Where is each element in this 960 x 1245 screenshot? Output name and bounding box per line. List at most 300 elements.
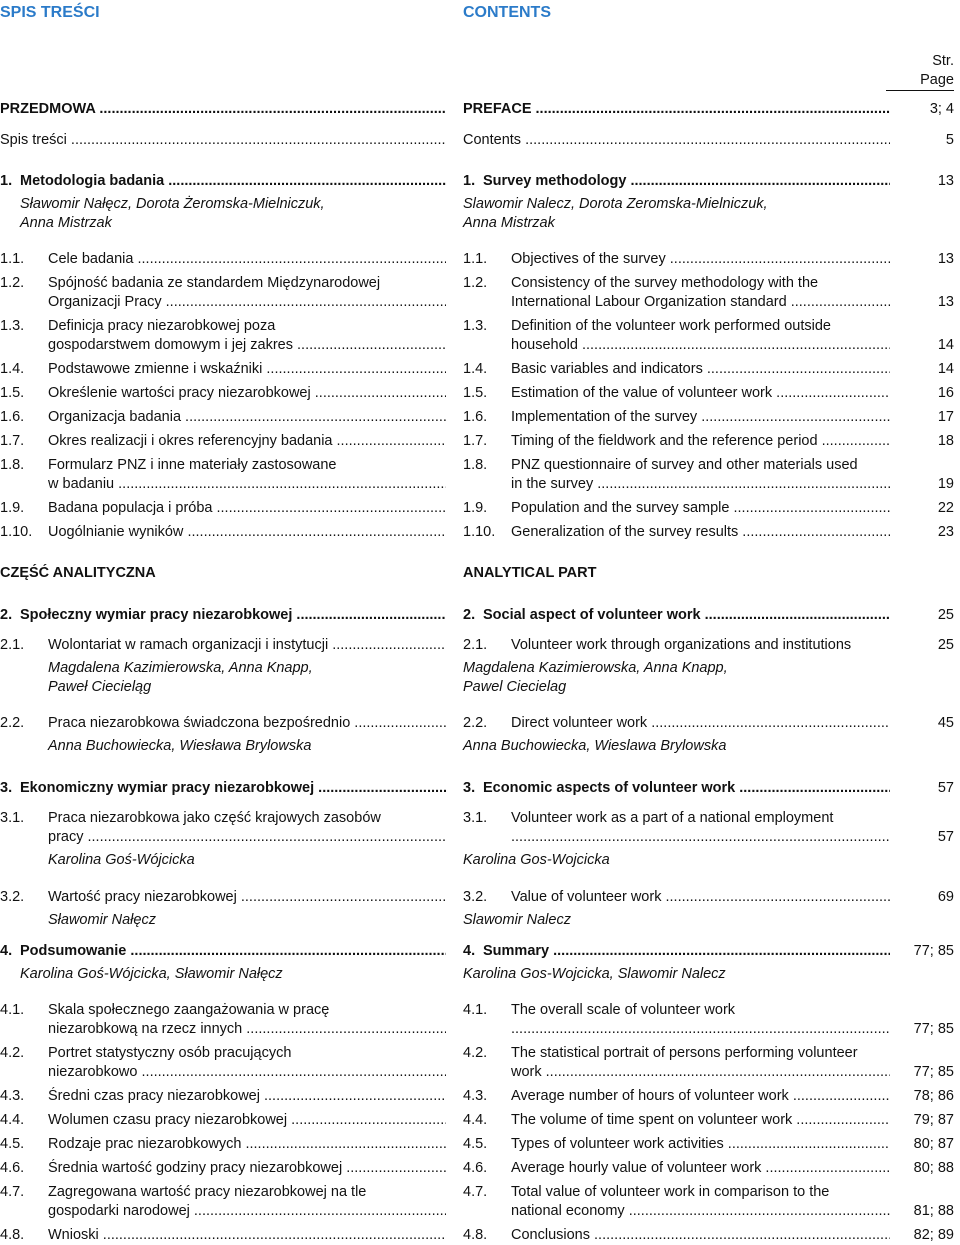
entry-title-en [463,250,890,269]
entry-title-pl [0,779,446,798]
entry-line [463,942,890,961]
entry-number: 4.7. [463,1184,488,1200]
entry-number: 1.6. [0,409,25,425]
entry-title-pl [0,1001,446,1039]
entry-line [0,1226,446,1245]
entry-text: Basic variables and indicators ..... [511,361,890,377]
entry-text: Praca niezarobkowa świadczona bezpośrednio ..... [48,715,446,731]
entry-number: 1.3. [463,318,488,334]
entry-text: Skala społecznego zaangażowania w pracę [48,1002,330,1018]
entry-number: 1.10. [463,524,496,540]
page-number: 18 [937,433,954,449]
entry-text: Wolontariat w ramach organizacji i instytucji ..... [48,637,446,653]
entry-number: 1.7. [0,433,25,449]
page-number: 45 [937,715,954,731]
entry-text [511,1021,890,1037]
entry-text: Spójność badania ze standardem Międzynarodowej [48,275,381,291]
entry-number: 1.8. [0,457,25,473]
entry-title-pl [0,408,446,427]
entry-number: 1.10. [0,524,33,540]
entry-line [463,828,890,847]
entry-text: Economic aspects of volunteer work ..... [483,780,890,796]
entry-text: Population and the survey sample ..... [511,500,890,516]
entry-line [463,1087,890,1106]
entry-text: national economy ..... [511,1203,890,1219]
entry-title-pl [0,1135,446,1154]
entry-line [0,336,446,355]
entry-title-pl [0,274,446,312]
entry-line [0,1135,446,1154]
entry-text: The overall scale of volunteer work [511,1002,736,1018]
entry-author: Anna Buchowiecka, Wieslawa Brylowska [463,738,727,754]
entry-number: 2.2. [463,715,488,731]
entry-title-pl [0,384,446,403]
entry-line [463,1020,890,1039]
entry-title-pl [0,100,446,119]
entry-line [0,360,446,379]
page-number: 3; 4 [929,101,954,117]
entry-author: Anna Mistrzak [20,215,112,231]
entry-line [0,1159,446,1178]
entry-title-en [463,1044,890,1082]
entry-line [0,888,446,907]
page-number: 57 [937,780,954,796]
entry-number: 3.2. [0,889,25,905]
entry-number: 2.1. [0,637,25,653]
entry-line [0,131,446,150]
entry-text: Direct volunteer work ..... [511,715,890,731]
contents-title-en: CONTENTS [463,4,551,21]
page-number: 14 [937,337,954,353]
entry-author: Pawel Ciecielag [463,679,567,695]
entry-line [463,714,890,733]
entry-text: Organizacji Pracy ..... [48,294,446,310]
entry-text: Rodzaje prac niezarobkowych ..... [48,1136,446,1152]
entry-number: 1.1. [0,251,25,267]
entry-text: International Labour Organization standard ..... [511,294,890,310]
entry-title-pl [0,250,446,269]
entry-number: 1.1. [463,251,488,267]
entry-number: 4.6. [463,1160,488,1176]
entry-title-en [463,523,890,542]
entry-line [463,779,890,798]
entry-number: 4.1. [463,1002,488,1018]
entry-number: 4.3. [0,1088,25,1104]
entry-line [463,250,890,269]
entry-title-en [463,432,890,451]
entry-line [0,250,446,269]
entry-text: Organizacja badania ..... [48,409,446,425]
entry-line [463,1135,890,1154]
entry-line [0,714,446,733]
entry-title-pl [0,456,446,494]
entry-number: 3.1. [463,810,488,826]
entry-line [463,360,890,379]
entry-line [463,636,890,655]
entry-title-en [463,714,890,756]
entry-title-pl [0,942,446,984]
entry-title-en [463,456,890,494]
entry-title-en [463,1159,890,1178]
entry-author: Slawomir Nalecz [463,912,571,928]
entry-number: 4.5. [0,1136,25,1152]
entry-title-pl [0,809,446,870]
entry-title-en [463,172,890,233]
entry-line [463,809,890,828]
entry-text: Podstawowe zmienne i wskaźniki ..... [48,361,446,377]
entry-number: 4.2. [463,1045,488,1061]
page-number: 78; 86 [913,1088,954,1104]
entry-line [463,432,890,451]
entry-line [0,456,446,475]
entry-number: 4.4. [0,1112,25,1128]
entry-line [0,828,446,847]
entry-line [0,523,446,542]
entry-number: 2.2. [0,715,25,731]
entry-line [0,499,446,518]
entry-title-pl [0,172,446,233]
entry-author: Anna Buchowiecka, Wiesława Brylowska [48,738,312,754]
entry-line [0,636,446,655]
entry-text: Objectives of the survey ..... [511,251,890,267]
page-number: 14 [937,361,954,377]
entry-text: household ..... [511,337,890,353]
entry-text: Conclusions ..... [511,1227,890,1243]
entry-number: 4.8. [463,1227,488,1243]
entry-title-pl [0,564,446,583]
entry-text: Summary ..... [483,943,890,959]
entry-text: pracy ..... [48,829,446,845]
entry-text: Wnioski ..... [48,1227,446,1243]
entry-line [0,1111,446,1130]
entry-number: 1.5. [0,385,25,401]
entry-text: PREFACE ..... [463,101,890,117]
entry-number: 2. [0,607,13,623]
entry-number: 1.5. [463,385,488,401]
page-number: 57 [937,829,954,845]
entry-text: Definition of the volunteer work performed outside [511,318,831,334]
entry-line [463,499,890,518]
entry-title-en [463,1111,890,1130]
entry-text: Średni czas pracy niezarobkowej ..... [48,1088,446,1104]
entry-title-en [463,942,890,984]
entry-line [0,606,446,625]
entry-text: Average hourly value of volunteer work ..... [511,1160,890,1176]
entry-text: Social aspect of volunteer work ..... [483,607,890,623]
entry-line [463,1063,890,1082]
entry-text: gospodarstwem domowym i jej zakres ..... [48,337,446,353]
entry-text: Ekonomiczny wymiar pracy niezarobkowej ..... [20,780,446,796]
page-number: 5 [945,132,954,148]
entry-text: Volunteer work as a part of a national employment [511,810,834,826]
entry-text [511,829,890,845]
entry-author: Paweł Ciecieląg [48,679,152,695]
entry-text: Badana populacja i próba ..... [48,500,446,516]
entry-text: Formularz PNZ i inne materiały zastosowane [48,457,337,473]
entry-title-en [463,564,890,583]
entry-line [0,1001,446,1020]
entry-title-en [463,131,890,150]
entry-line [463,1226,890,1245]
entry-line [463,274,890,293]
entry-number: 4. [463,943,476,959]
entry-title-pl [0,606,446,625]
entry-title-pl [0,317,446,355]
entry-title-pl [0,523,446,542]
entry-title-pl [0,1226,446,1245]
entry-title-en [463,499,890,518]
entry-line [0,564,446,583]
entry-line [463,131,890,150]
entry-title-pl [0,1159,446,1178]
entry-line [463,1183,890,1202]
entry-number: 1. [463,173,476,189]
entry-text: work ..... [511,1064,890,1080]
entry-text: Wartość pracy niezarobkowej ..... [48,889,446,905]
str-label: Str. [932,53,954,69]
entry-text: Uogólnianie wyników ..... [48,524,446,540]
entry-text: Timing of the fieldwork and the reference period ..... [511,433,890,449]
entry-author: Anna Mistrzak [463,215,555,231]
entry-text: Portret statystyczny osób pracujących [48,1045,292,1061]
entry-author: Sławomir Nałęcz [48,912,156,928]
entry-text: Zagregowana wartość pracy niezarobkowej na tle [48,1184,367,1200]
entry-text: niezarobkową na rzecz innych ..... [48,1021,446,1037]
entry-line [463,408,890,427]
entry-text: Contents ..... [463,132,890,148]
page-number: 25 [937,607,954,623]
entry-line [463,317,890,336]
page-number: 13 [937,294,954,310]
page-number: 23 [937,524,954,540]
page-number: 25 [937,637,954,653]
entry-author: Karolina Goś-Wójcicka [48,852,195,868]
entry-number: 4.3. [463,1088,488,1104]
entry-text: CZĘŚĆ ANALITYCZNA [0,565,156,581]
entry-line [463,1001,890,1020]
entry-text: The volume of time spent on volunteer work ..... [511,1112,890,1128]
entry-line [463,293,890,312]
entry-text: Spis treści ..... [0,132,446,148]
entry-number: 4. [0,943,13,959]
entry-number: 2. [463,607,476,623]
entry-line [0,384,446,403]
page-number: 16 [937,385,954,401]
page-number: 79; 87 [913,1112,954,1128]
entry-text: Estimation of the value of volunteer work ..... [511,385,890,401]
entry-number: 1.9. [0,500,25,516]
entry-line [463,100,890,119]
entry-line [0,100,446,119]
entry-text: Metodologia badania ..... [20,173,446,189]
page-number: 13 [937,251,954,267]
entry-number: 4.2. [0,1045,25,1061]
entry-author: Sławomir Nałęcz, Dorota Żeromska-Mielniczuk, [20,196,325,212]
entry-text: niezarobkowo ..... [48,1064,446,1080]
entry-line [0,172,446,191]
entry-text: Określenie wartości pracy niezarobkowej ..... [48,385,446,401]
entry-title-en [463,274,890,312]
entry-title-pl [0,1044,446,1082]
entry-line [463,475,890,494]
entry-title-en [463,100,890,119]
entry-number: 1.4. [463,361,488,377]
entry-line [463,606,890,625]
entry-line [0,1183,446,1202]
entry-line [0,942,446,961]
entry-line [0,475,446,494]
entry-line [463,384,890,403]
page-number: 77; 85 [913,1021,954,1037]
entry-number: 3.1. [0,810,25,826]
entry-title-en [463,779,890,798]
entry-title-pl [0,1183,446,1221]
page-number: 80; 88 [913,1160,954,1176]
entry-title-en [463,606,890,625]
entry-text: Definicja pracy niezarobkowej poza [48,318,276,334]
entry-line [0,432,446,451]
entry-author: Magdalena Kazimierowska, Anna Knapp, [463,660,728,676]
entry-number: 1.4. [0,361,25,377]
entry-text: Implementation of the survey ..... [511,409,890,425]
entry-text: Volunteer work through organizations and institutions [511,637,852,653]
entry-title-en [463,1087,890,1106]
entry-number: 1.3. [0,318,25,334]
entry-number: 4.7. [0,1184,25,1200]
entry-text: Value of volunteer work ..... [511,889,890,905]
entry-title-en [463,1135,890,1154]
entry-line [0,1087,446,1106]
contents-title-pl: SPIS TREŚCI [0,4,100,21]
entry-line [463,336,890,355]
entry-line [463,1159,890,1178]
entry-text: Okres realizacji i okres referencyjny badania ..... [48,433,446,449]
entry-text: PRZEDMOWA ..... [0,101,446,117]
entry-author: Karolina Gos-Wojcicka [463,852,610,868]
page-number: 80; 87 [913,1136,954,1152]
entry-line [463,1044,890,1063]
entry-line [0,293,446,312]
entry-number: 1.2. [0,275,25,291]
entry-line [0,1020,446,1039]
entry-author: Magdalena Kazimierowska, Anna Knapp, [48,660,313,676]
entry-text: The statistical portrait of persons performing volunteer [511,1045,858,1061]
entry-line [463,1111,890,1130]
page-number: 77; 85 [913,943,954,959]
page-number: 77; 85 [913,1064,954,1080]
entry-text: gospodarki narodowej ..... [48,1203,446,1219]
entry-number: 3.2. [463,889,488,905]
entry-text: Wolumen czasu pracy niezarobkowej ..... [48,1112,446,1128]
entry-title-en [463,317,890,355]
entry-title-pl [0,714,446,756]
page-number: 19 [937,476,954,492]
entry-title-pl [0,1087,446,1106]
entry-title-en [463,636,890,697]
page-number: 69 [937,889,954,905]
entry-line [463,523,890,542]
entry-title-pl [0,360,446,379]
entry-text: PNZ questionnaire of survey and other materials used [511,457,858,473]
entry-title-en [463,408,890,427]
entry-line [463,172,890,191]
entry-title-en [463,1001,890,1039]
entry-title-en [463,809,890,870]
entry-number: 2.1. [463,637,488,653]
entry-title-pl [0,1111,446,1130]
entry-title-pl [0,636,446,697]
entry-title-en [463,1183,890,1221]
entry-line [463,456,890,475]
entry-text: Średnia wartość godziny pracy niezarobkowej ..... [48,1160,446,1176]
entry-title-pl [0,131,446,150]
entry-line [0,1063,446,1082]
entry-title-en [463,888,890,930]
entry-number: 3. [463,780,476,796]
entry-line [0,809,446,828]
entry-line [0,274,446,293]
page-number: 22 [937,500,954,516]
entry-text: in the survey ..... [511,476,890,492]
entry-line [0,408,446,427]
page-number: 17 [937,409,954,425]
entry-title-en [463,384,890,403]
page-number: 13 [937,173,954,189]
entry-text: Survey methodology ..... [483,173,890,189]
page-number: 81; 88 [913,1203,954,1219]
entry-text: Praca niezarobkowa jako część krajowych zasobów [48,810,381,826]
entry-title-pl [0,499,446,518]
entry-number: 4.4. [463,1112,488,1128]
entry-text: Społeczny wymiar pracy niezarobkowej ..... [20,607,446,623]
entry-text: Types of volunteer work activities ..... [511,1136,890,1152]
entry-number: 1.8. [463,457,488,473]
entry-line [0,779,446,798]
entry-title-en [463,360,890,379]
entry-author: Karolina Goś-Wójcicka, Sławomir Nałęcz [20,966,283,982]
entry-title-pl [0,432,446,451]
page-label: Page [886,71,954,91]
page-number: 82; 89 [913,1227,954,1243]
entry-text: Cele badania ..... [48,251,446,267]
entry-number: 4.6. [0,1160,25,1176]
entry-number: 1.9. [463,500,488,516]
entry-author: Slawomir Nalecz, Dorota Zeromska-Mielniczuk, [463,196,768,212]
entry-line [0,317,446,336]
entry-number: 1.6. [463,409,488,425]
entry-author: Karolina Gos-Wojcicka, Slawomir Nalecz [463,966,726,982]
entry-number: 1. [0,173,13,189]
entry-text: Generalization of the survey results ..... [511,524,890,540]
entry-line [463,564,890,583]
entry-number: 4.5. [463,1136,488,1152]
entry-title-en [463,1226,890,1245]
entry-number: 4.1. [0,1002,25,1018]
entry-text: w badaniu ..... [48,476,446,492]
entry-text: ANALYTICAL PART [463,565,597,581]
entry-title-pl [0,888,446,930]
entry-text: Podsumowanie ..... [20,943,446,959]
entry-line [463,1202,890,1221]
entry-line [0,1044,446,1063]
entry-number: 3. [0,780,13,796]
entry-text: Consistency of the survey methodology with the [511,275,819,291]
entry-number: 4.8. [0,1227,25,1243]
entry-text: Average number of hours of volunteer work ..... [511,1088,890,1104]
entry-line [463,888,890,907]
entry-text: Total value of volunteer work in comparison to the [511,1184,830,1200]
entry-number: 1.2. [463,275,488,291]
